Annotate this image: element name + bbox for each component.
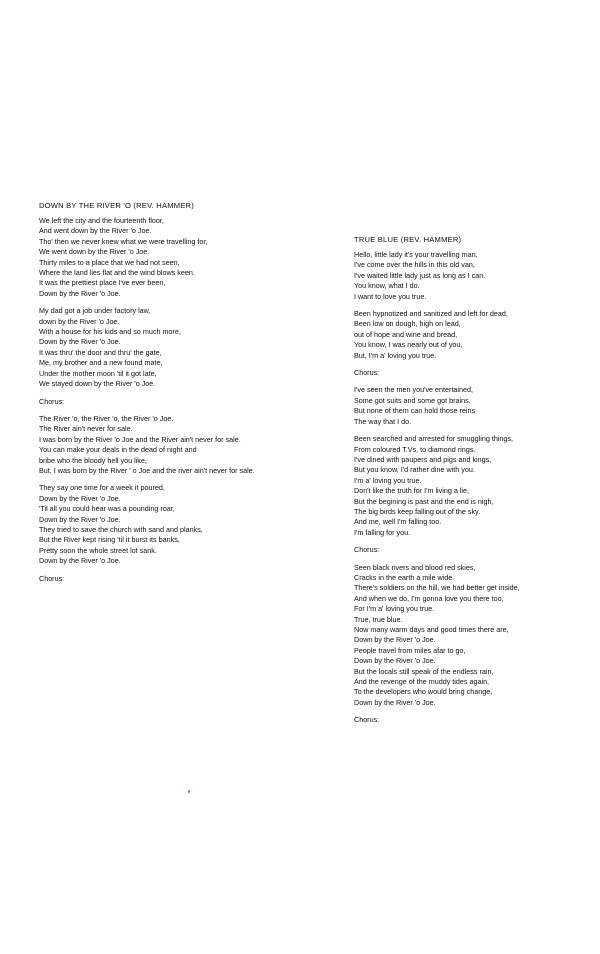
lyric-line: I've seen the men you've entertained,	[354, 385, 474, 395]
lyric-line: Down by the River 'o Joe.	[39, 556, 121, 566]
song-title-down-by-the-river: DOWN BY THE RIVER 'O (REV. HAMMER)	[39, 201, 194, 210]
lyric-line: Seen black rivers and blood red skies,	[354, 562, 476, 572]
lyric-line: Chorus:	[354, 368, 380, 378]
lyric-line: Pretty soon the whole street lot sank.	[39, 545, 157, 555]
lyric-line: You know, what I do.	[354, 281, 420, 291]
lyric-line: Down by the River 'o Joe.	[354, 656, 436, 666]
lyrics-body-left	[39, 216, 304, 584]
lyric-line: And me, well I'm falling too.	[354, 517, 442, 527]
lyric-line: True, true blue.	[354, 614, 403, 624]
lyric-line: 'Til all you could hear was a pounding roar,	[39, 504, 175, 514]
lyric-line: Thirty miles to a place that we had not seen,	[39, 257, 180, 267]
song-title-true-blue: TRUE BLUE (REV. HAMMER)	[354, 235, 462, 244]
stanza	[39, 306, 304, 389]
lyric-line: But the locals still speak of the endless rain,	[354, 666, 494, 676]
lyric-line: And went down by the River 'o Joe.	[39, 226, 152, 236]
lyric-line: But, I was born by the River ' o Joe and the river ain't never for sale.	[39, 465, 255, 475]
lyric-line: Been hypnotized and sanitized and left for dead,	[354, 309, 508, 319]
lyric-line: They say one time for a week it poured,	[39, 483, 165, 493]
lyric-line: Down by the River 'o Joe.	[354, 635, 436, 645]
lyric-line: The River ain't never for sale.	[39, 424, 133, 434]
lyrics-body-right	[354, 250, 594, 726]
lyric-line: Down by the River 'o Joe.	[39, 288, 121, 298]
lyric-line: There's soldiers on the hill, we had better get inside,	[354, 583, 520, 593]
lyric-line: People travel from miles afar to go,	[354, 645, 466, 655]
lyric-line: Down by the River 'o Joe.	[39, 514, 121, 524]
lyric-line: Don't like the truth for I'm living a lie,	[354, 486, 469, 496]
chorus-label	[39, 397, 304, 407]
lyric-line: I've waited little lady just as long as I can.	[354, 270, 486, 280]
lyric-line: With a house for his kids and so much more,	[39, 327, 181, 337]
lyric-line: Down by the River 'o Joe.	[39, 493, 121, 503]
lyric-line: bribe who the bloody hell you like,	[39, 455, 147, 465]
lyric-line: To the developers who would bring change,	[354, 687, 493, 697]
lyric-line: Been searched and arrested for smuggling things,	[354, 434, 514, 444]
lyric-line: But, I'm a' loving you true.	[354, 350, 437, 360]
lyric-line: The River 'o, the River 'o, the River 'o Joe.	[39, 413, 174, 423]
lyric-line: down by the River 'o Joe.	[39, 316, 120, 326]
lyric-line: We went down by the River 'o Joe.	[39, 247, 150, 257]
lyric-line: Down by the River 'o Joe.	[354, 697, 436, 707]
lyric-line: Chorus:	[354, 715, 380, 725]
lyric-line: I was born by the River 'o Joe and the River ain't never for sale.	[39, 434, 241, 444]
lyric-line: Chorus:	[39, 396, 65, 406]
lyric-line: Cracks in the earth a mile wide.	[354, 572, 455, 582]
lyric-line: From coloured T.Vs, to diamond rings.	[354, 444, 476, 454]
lyric-line: My dad got a job under factory law,	[39, 306, 151, 316]
lyric-line: We stayed down by the River 'o Joe.	[39, 379, 156, 389]
lyric-line: But none of them can hold those reins	[354, 406, 476, 416]
lyric-line: We left the city and the fourteenth floor,	[39, 216, 164, 225]
stanza	[39, 216, 304, 299]
lyric-line: Chorus:	[39, 573, 65, 583]
lyric-line: But the begining is past and the end is nigh,	[354, 496, 494, 506]
lyric-line: Chorus:	[354, 545, 380, 555]
lyric-line: Some got suits and some got brains.	[354, 395, 471, 405]
chorus-label	[354, 715, 594, 725]
lyric-line: Where the land lies flat and the wind blows keen.	[39, 268, 195, 278]
stanza	[354, 563, 594, 709]
lyric-line: Me, my brother and a new found mate,	[39, 358, 163, 368]
chorus-label	[354, 368, 594, 378]
lyric-line: You can make your deals in the dead of night and	[39, 445, 197, 455]
lyric-line: You know, I was nearly out of you,	[354, 340, 463, 350]
lyric-line: Hello, little lady it's your travelling man,	[354, 250, 478, 259]
lyric-line: I want to love you true.	[354, 291, 427, 301]
lyric-line: It was the prettiest place I've ever been,	[39, 278, 166, 288]
stanza	[354, 434, 594, 538]
stanza	[354, 385, 594, 427]
stanza	[39, 414, 304, 476]
lyric-line: I've come over the hills in this old van,	[354, 260, 475, 270]
lyric-line: I'm falling for you.	[354, 527, 411, 537]
stanza	[354, 250, 594, 302]
lyric-line: And when we do, I'm gonna love you there too,	[354, 593, 504, 603]
lyrics-column-right	[354, 235, 594, 733]
lyric-line: They tried to save the church with sand and planks,	[39, 524, 203, 534]
lyrics-column-left	[39, 201, 304, 591]
lyric-line: Under the mother moon 'til it got late,	[39, 368, 157, 378]
lyric-line: Down by the River 'o Joe.	[39, 337, 121, 347]
lyric-line: But you know, I'd rather dine with you.	[354, 465, 475, 475]
lyric-line: I've dined with paupers and pigs and kings,	[354, 454, 492, 464]
chorus-label	[39, 574, 304, 584]
stanza	[39, 483, 304, 566]
chorus-label	[354, 545, 594, 555]
lyric-line: The way that I do.	[354, 416, 412, 426]
lyric-line: Tho' then we never knew what we were travelling for,	[39, 236, 208, 246]
paper-speck	[188, 790, 190, 793]
lyric-line: And the revenge of the muddy tides again,	[354, 677, 490, 687]
lyric-line: But the River kept rising 'til it burst its banks,	[39, 535, 180, 545]
lyric-line: The big birds keep falling out of the sky.	[354, 506, 481, 516]
lyric-line: Now many warm days and good times there are,	[354, 625, 509, 634]
stanza	[354, 309, 594, 361]
lyric-line: out of hope and wine and bread,	[354, 329, 458, 339]
lyric-line: Been low on dough, high on lead,	[354, 319, 461, 329]
lyric-line: For I'm a' loving you true.	[354, 604, 435, 614]
lyric-line: I'm a' loving you true.	[354, 475, 422, 485]
lyric-line: It was thru' the door and thru' the gate,	[39, 347, 162, 357]
